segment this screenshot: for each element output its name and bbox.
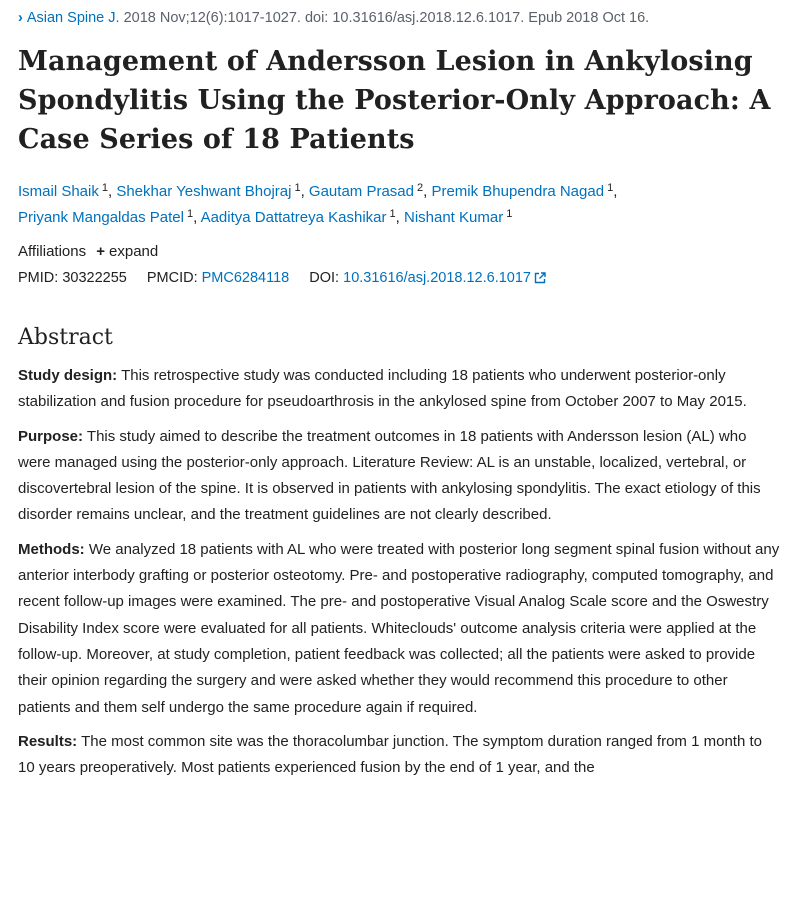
abstract-section: [18, 537, 782, 721]
pmid-value: 30322255: [62, 270, 127, 286]
journal-link[interactable]: Asian Spine J.: [26, 10, 120, 26]
pmcid-link[interactable]: PMC6284118: [201, 270, 290, 286]
plus-icon: +: [96, 243, 106, 260]
citation-details: 2018 Nov;12(6):1017-1027. doi: 10.31616/asj.2018.12.6.1017. Epub 2018 Oct 16.: [119, 10, 650, 26]
external-link-icon: [534, 272, 546, 284]
affiliation-ref[interactable]: 1: [294, 182, 301, 194]
affiliation-ref[interactable]: 1: [101, 182, 108, 194]
affiliation-ref[interactable]: 1: [506, 208, 513, 220]
section-label: Purpose:: [18, 427, 84, 445]
author-list: Ismail Shaik $^1$, Shekhar Yeshwant Bhojraj $^1$, Gautam Prasad $^2$, Premik Bhupendra Nagad $^1$, Priyank Mangaldas Patel $^1$, Aaditya Dattatreya Kashikar $^1$, Nishant Kumar $^1$: [18, 182, 618, 226]
author-link[interactable]: Ismail Shaik: [18, 183, 99, 200]
author-link[interactable]: Shekhar Yeshwant Bhojraj: [116, 183, 292, 200]
author-link[interactable]: Premik Bhupendra Nagad: [431, 183, 605, 200]
affiliation-ref[interactable]: 1: [186, 208, 194, 220]
author-link[interactable]: Priyank Mangaldas Patel: [18, 209, 184, 226]
citation-line: [18, 8, 782, 28]
identifiers-row: [18, 267, 782, 289]
pmid-label: PMID:: [18, 270, 59, 286]
section-text: This retrospective study was conducted including 18 patients who underwent posterior-only stabilization and fusion procedure for pseudoarthrosis in the ankylosed spine from October 2007 to May 2015.: [18, 367, 747, 411]
author-link[interactable]: Nishant Kumar: [403, 209, 504, 226]
section-text: This study aimed to describe the treatment outcomes in 18 patients with Andersson lesion (AL) who were managed using the posterior-only approach. Literature Review: AL is an unstable, localized, vertebral, or discovertebral lesion of the spine. It is observed in patients with ankylosing spondylitis. The exact etiology of this disorder remains unclear, and the treatment guidelines are not clearly described.: [18, 427, 761, 524]
affiliations-row: [18, 241, 782, 263]
doi-link[interactable]: [343, 270, 546, 286]
abstract-section: [18, 363, 782, 416]
abstract-section: [18, 729, 782, 782]
pmcid-label: PMCID:: [146, 270, 198, 286]
author-link[interactable]: Aaditya Dattatreya Kashikar: [200, 209, 387, 226]
author-link[interactable]: Gautam Prasad: [308, 183, 414, 200]
abstract-heading: Abstract: [18, 325, 113, 350]
expand-label: expand: [109, 243, 159, 260]
abstract-section: [18, 424, 782, 529]
affiliation-ref[interactable]: 2: [416, 182, 424, 194]
doi-label: DOI:: [309, 270, 340, 286]
section-label: Study design:: [18, 367, 118, 384]
chevron-right-icon: ›: [18, 10, 23, 26]
section-label: Methods:: [18, 540, 85, 558]
affiliations-label: Affiliations: [18, 243, 87, 260]
section-label: Results:: [18, 732, 78, 750]
affiliations-expand-button[interactable]: [96, 243, 158, 260]
doi-value: 10.31616/asj.2018.12.6.1017: [343, 270, 531, 286]
affiliation-ref[interactable]: 1: [389, 208, 396, 220]
section-text: We analyzed 18 patients with AL who were treated with posterior long segment spinal fusion without any anterior interbody grafting or posterior osteotomy. Pre- and postoperative radiography, computed tomography, and recent follow-up images were examined. The pre- and postoperative Visual Analog Scale score and the Oswestry Disability Index score were evaluated for all patients. Whiteclouds' outcome analysis criteria were applied at the follow-up. Moreover, at study completion, patient feedback was collected; all the patients were asked to provide their opinion regarding the surgery and were asked whether they would recommend this procedure to other patients and them self undergo the same procedure again if required.: [18, 540, 780, 716]
section-text: The most common site was the thoracolumbar junction. The symptom duration ranged from 1 month to 10 years preoperatively. Most patients experienced fusion by the end of 1 year, and the: [18, 732, 762, 777]
affiliation-ref[interactable]: 1: [607, 182, 614, 194]
article-title: Management of Andersson Lesion in Ankylosing Spondylitis Using the Posterior-Only Approach: A Case Series of 18 Patients: [18, 46, 771, 155]
